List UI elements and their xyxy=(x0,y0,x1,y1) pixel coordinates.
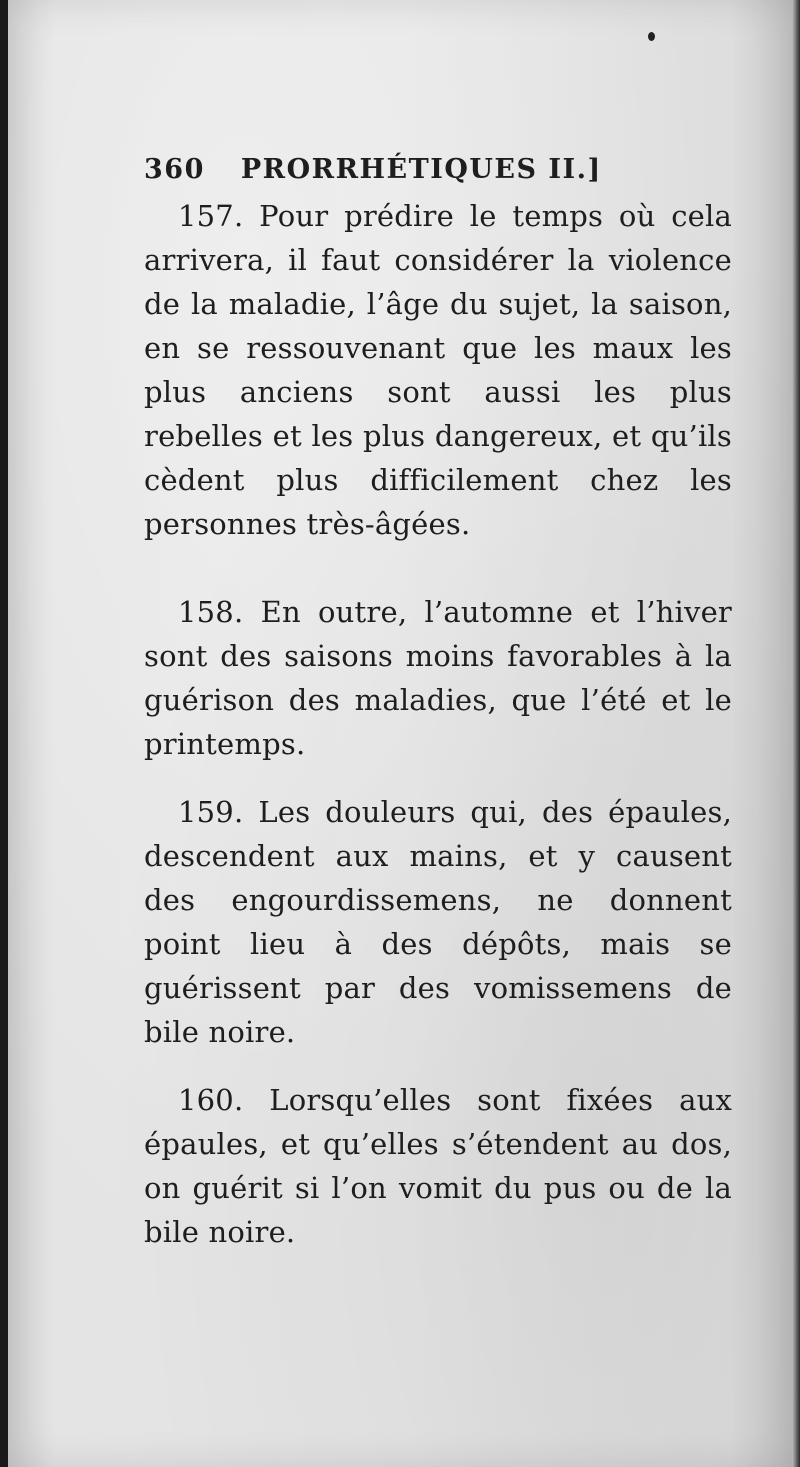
paragraph-text: En outre, l’automne et l’hiver sont des saisons moins favorables à la guérison des maladies, que l’été et le printemps. xyxy=(144,595,732,761)
paragraph-159 xyxy=(144,790,732,1054)
paragraph-text: Lorsqu’elles sont fixées aux épaules, et qu’elles s’étendent au dos, on guérit si l’on vomit du pus ou de la bile noire. xyxy=(144,1083,733,1249)
paragraph-number: 158. xyxy=(178,595,244,629)
running-title: PRORRHÉTIQUES II.] xyxy=(240,154,602,185)
paragraph-number: 159. xyxy=(178,795,244,829)
ink-speck xyxy=(648,32,655,41)
page-number: 360 xyxy=(144,154,205,185)
paragraph-160 xyxy=(144,1078,732,1254)
paragraph-number: 160. xyxy=(178,1083,244,1117)
paragraph-text: Les douleurs qui, des épaules, descendent aux mains, et y causent des engourdissemens, ne donnent point lieu à des dépôts, mais se guérissent par des vomissemens de bile noire. xyxy=(144,795,732,1049)
paragraph-number: 157. xyxy=(178,199,244,233)
book-page xyxy=(8,0,794,1467)
page-edge-shadow xyxy=(792,0,800,1467)
paragraph-158 xyxy=(144,590,732,766)
running-head xyxy=(144,150,732,190)
paragraph-157 xyxy=(144,194,732,546)
page-text xyxy=(144,150,732,1254)
paragraph-text: Pour prédire le temps où cela arrivera, il faut considérer la violence de la maladie, l’âge du sujet, la saison, en se ressouvenant que les maux les plus anciens sont aussi les plus rebelles et les plus dangereux, et qu’ils cèdent plus difficilement chez les personnes très-âgées. xyxy=(144,199,733,541)
